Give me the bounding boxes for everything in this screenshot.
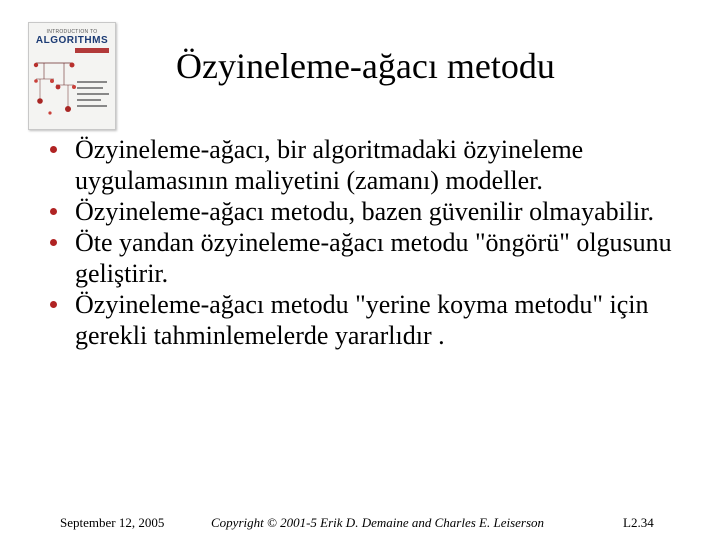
footer-copyright: Copyright © 2001-5 Erik D. Demaine and Charles E. Leiserson	[211, 515, 545, 530]
bullet-text: Öte yandan özyineleme-ağacı metodu "öngörü" olgusunu geliştirir.	[75, 228, 672, 288]
book-authors-lines	[77, 81, 111, 111]
bullet-dot-icon	[50, 208, 57, 215]
bullet-text: Özyineleme-ağacı metodu, bazen güvenilir olmayabilir.	[75, 197, 655, 226]
bullet-text: Özyineleme-ağacı, bir algoritmadaki özyineleme uygulamasının maliyetini (zamanı) modeller.	[75, 135, 584, 195]
bullet-list	[50, 134, 710, 351]
bullet-dot-icon	[50, 301, 57, 308]
bullet-dot-icon	[50, 239, 57, 246]
bullet-dot-icon	[50, 146, 57, 153]
book-cover-mobile-art	[32, 55, 78, 125]
slide-title: Özyineleme-ağacı metodu	[176, 46, 555, 86]
book-cover-image	[28, 22, 116, 130]
footer-page-number: L2.34	[623, 515, 654, 530]
book-series-text: INTRODUCTION TO	[46, 29, 98, 35]
bullet-item	[50, 289, 710, 351]
bullet-item	[50, 134, 710, 196]
bullet-item	[50, 227, 710, 289]
bullet-text: Özyineleme-ağacı metodu "yerine koyma metodu" için gerekli tahminlemelerde yararlıdır .	[75, 290, 649, 350]
footer-date: September 12, 2005	[60, 515, 165, 530]
bullet-item	[50, 196, 710, 227]
book-title-text: ALGORITHMS	[35, 35, 109, 46]
book-edition-band	[75, 48, 109, 53]
